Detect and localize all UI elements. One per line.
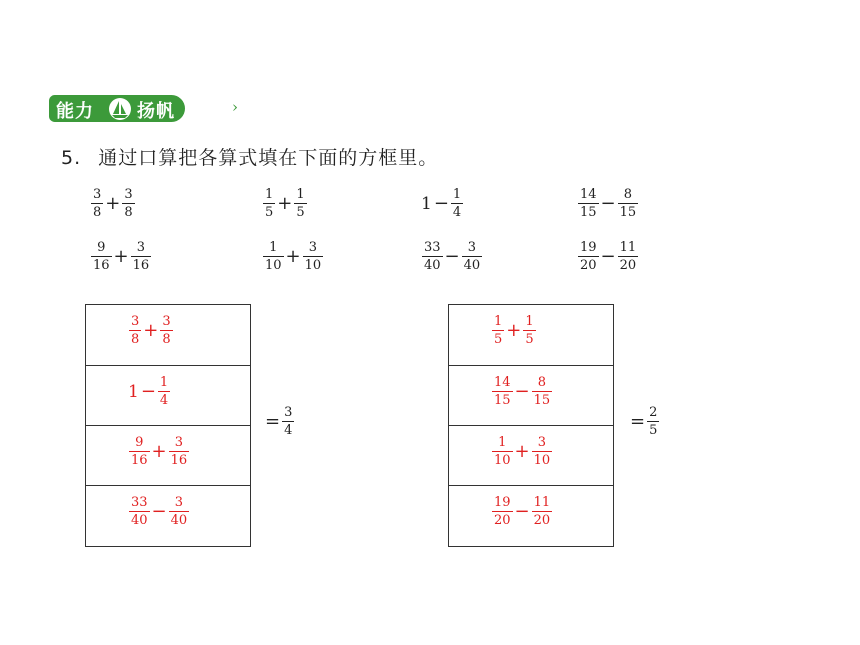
numerator: 1 xyxy=(296,187,305,202)
result-denominator: 5 xyxy=(649,423,658,438)
box-cell xyxy=(86,305,250,365)
operator: − xyxy=(600,246,616,267)
numerator: 14 xyxy=(580,187,597,202)
operator: + xyxy=(105,193,121,214)
fraction xyxy=(129,436,150,467)
fraction xyxy=(263,241,284,272)
expression xyxy=(491,315,537,346)
result-numerator: 3 xyxy=(284,405,293,420)
expression xyxy=(128,496,190,527)
numerator: 19 xyxy=(580,240,597,255)
fraction xyxy=(263,188,275,219)
fraction xyxy=(169,436,190,467)
numerator: 1 xyxy=(525,314,534,329)
denominator: 16 xyxy=(170,453,188,468)
denominator: 10 xyxy=(533,453,551,468)
denominator: 40 xyxy=(131,513,148,528)
question-text xyxy=(61,143,438,170)
numerator: 3 xyxy=(124,187,133,202)
fraction xyxy=(492,315,504,346)
numerator: 1 xyxy=(159,375,169,390)
denominator: 16 xyxy=(93,258,110,273)
fraction xyxy=(492,436,513,467)
operator: − xyxy=(600,193,616,214)
box-cell xyxy=(449,365,613,425)
left-answer-box xyxy=(85,304,251,547)
operator: + xyxy=(506,320,522,341)
numerator: 3 xyxy=(467,240,477,255)
numerator: 3 xyxy=(308,240,318,255)
operator: − xyxy=(514,381,530,402)
box-cell xyxy=(86,425,250,485)
expression xyxy=(421,241,483,272)
denominator: 20 xyxy=(619,258,637,273)
fraction xyxy=(578,241,599,272)
box-cell xyxy=(86,365,250,425)
fraction xyxy=(532,376,553,407)
numerator: 3 xyxy=(93,187,102,202)
fraction xyxy=(294,188,306,219)
badge-right-text: 扬帆 xyxy=(137,101,175,122)
expression xyxy=(90,241,152,272)
denominator: 5 xyxy=(525,332,534,347)
denominator: 15 xyxy=(494,393,511,408)
result-numerator: 2 xyxy=(649,405,658,420)
question-body: 通过口算把各算式填在下面的方框里。 xyxy=(98,147,439,169)
expression xyxy=(491,496,553,527)
numerator: 3 xyxy=(162,314,171,329)
expression xyxy=(128,376,171,407)
sailboat-icon xyxy=(107,96,133,126)
fraction xyxy=(169,496,190,527)
numerator: 33 xyxy=(131,495,148,510)
numerator: 3 xyxy=(537,435,547,450)
fraction xyxy=(462,241,483,272)
fraction xyxy=(129,315,141,346)
fraction xyxy=(129,496,150,527)
fraction xyxy=(532,496,553,527)
expression xyxy=(128,436,190,467)
operator: − xyxy=(140,381,156,402)
chevron-right-icon: › xyxy=(232,98,238,116)
result-denominator: 4 xyxy=(284,423,293,438)
denominator: 10 xyxy=(265,258,282,273)
denominator: 4 xyxy=(159,393,169,408)
denominator: 15 xyxy=(619,205,637,220)
expression xyxy=(577,188,639,219)
denominator: 20 xyxy=(580,258,597,273)
denominator: 16 xyxy=(131,453,148,468)
operator: + xyxy=(151,441,167,462)
fraction xyxy=(492,496,513,527)
denominator: 10 xyxy=(494,453,511,468)
numerator: 9 xyxy=(135,435,144,450)
fraction xyxy=(618,241,639,272)
denominator: 20 xyxy=(533,513,551,528)
fraction xyxy=(122,188,134,219)
operator: + xyxy=(277,193,293,214)
numerator: 3 xyxy=(174,495,184,510)
fraction xyxy=(160,315,172,346)
expression xyxy=(262,188,308,219)
denominator: 16 xyxy=(132,258,150,273)
denominator: 8 xyxy=(93,205,102,220)
box-cell xyxy=(449,485,613,545)
denominator: 5 xyxy=(494,332,503,347)
fraction xyxy=(532,436,553,467)
numerator: 11 xyxy=(619,240,637,255)
box-cell xyxy=(449,305,613,365)
box-cell xyxy=(86,485,250,545)
numerator: 11 xyxy=(533,495,551,510)
fraction xyxy=(492,376,513,407)
denominator: 5 xyxy=(296,205,305,220)
denominator: 15 xyxy=(580,205,597,220)
expression xyxy=(491,376,553,407)
numerator: 3 xyxy=(131,314,140,329)
denominator: 40 xyxy=(424,258,441,273)
expression xyxy=(421,188,464,219)
numerator: 33 xyxy=(424,240,441,255)
fraction xyxy=(91,241,112,272)
right-result xyxy=(629,406,660,437)
denominator: 20 xyxy=(494,513,511,528)
fraction xyxy=(422,241,443,272)
fraction xyxy=(618,188,639,219)
numerator: 14 xyxy=(494,375,511,390)
operator: − xyxy=(514,501,530,522)
numerator: 3 xyxy=(136,240,146,255)
equals-sign: = xyxy=(630,411,646,432)
operator: + xyxy=(143,320,159,341)
expression xyxy=(128,315,174,346)
result-fraction xyxy=(282,406,294,437)
fraction xyxy=(131,241,152,272)
expression xyxy=(262,241,324,272)
numerator: 8 xyxy=(537,375,547,390)
box-cell xyxy=(449,425,613,485)
denominator: 15 xyxy=(533,393,551,408)
numerator: 1 xyxy=(494,314,503,329)
whole-number: 1 xyxy=(128,381,139,402)
denominator: 40 xyxy=(463,258,481,273)
denominator: 40 xyxy=(170,513,188,528)
fraction xyxy=(523,315,535,346)
expression xyxy=(491,436,553,467)
numerator: 19 xyxy=(494,495,511,510)
denominator: 8 xyxy=(124,205,133,220)
fraction xyxy=(578,188,599,219)
numerator: 1 xyxy=(452,187,462,202)
numerator: 8 xyxy=(623,187,633,202)
left-result xyxy=(264,406,295,437)
denominator: 5 xyxy=(265,205,274,220)
fraction xyxy=(91,188,103,219)
equals-sign: = xyxy=(265,411,281,432)
right-answer-box xyxy=(448,304,614,547)
operator: − xyxy=(433,193,449,214)
numerator: 9 xyxy=(97,240,106,255)
numerator: 3 xyxy=(174,435,184,450)
expression xyxy=(90,188,136,219)
denominator: 4 xyxy=(452,205,462,220)
numerator: 1 xyxy=(498,435,507,450)
fraction xyxy=(158,376,170,407)
operator: − xyxy=(444,246,460,267)
fraction xyxy=(303,241,324,272)
result-fraction xyxy=(647,406,659,437)
operator: + xyxy=(113,246,129,267)
denominator: 8 xyxy=(162,332,171,347)
numerator: 1 xyxy=(269,240,278,255)
numerator: 1 xyxy=(265,187,274,202)
section-badge xyxy=(49,95,238,122)
whole-number: 1 xyxy=(421,193,432,214)
denominator: 10 xyxy=(304,258,322,273)
question-number: 5. xyxy=(61,147,82,169)
operator: + xyxy=(514,441,530,462)
fraction xyxy=(451,188,463,219)
operator: + xyxy=(285,246,301,267)
operator: − xyxy=(151,501,167,522)
badge-left-text: 能力 xyxy=(56,101,94,122)
denominator: 8 xyxy=(131,332,140,347)
expression xyxy=(577,241,639,272)
